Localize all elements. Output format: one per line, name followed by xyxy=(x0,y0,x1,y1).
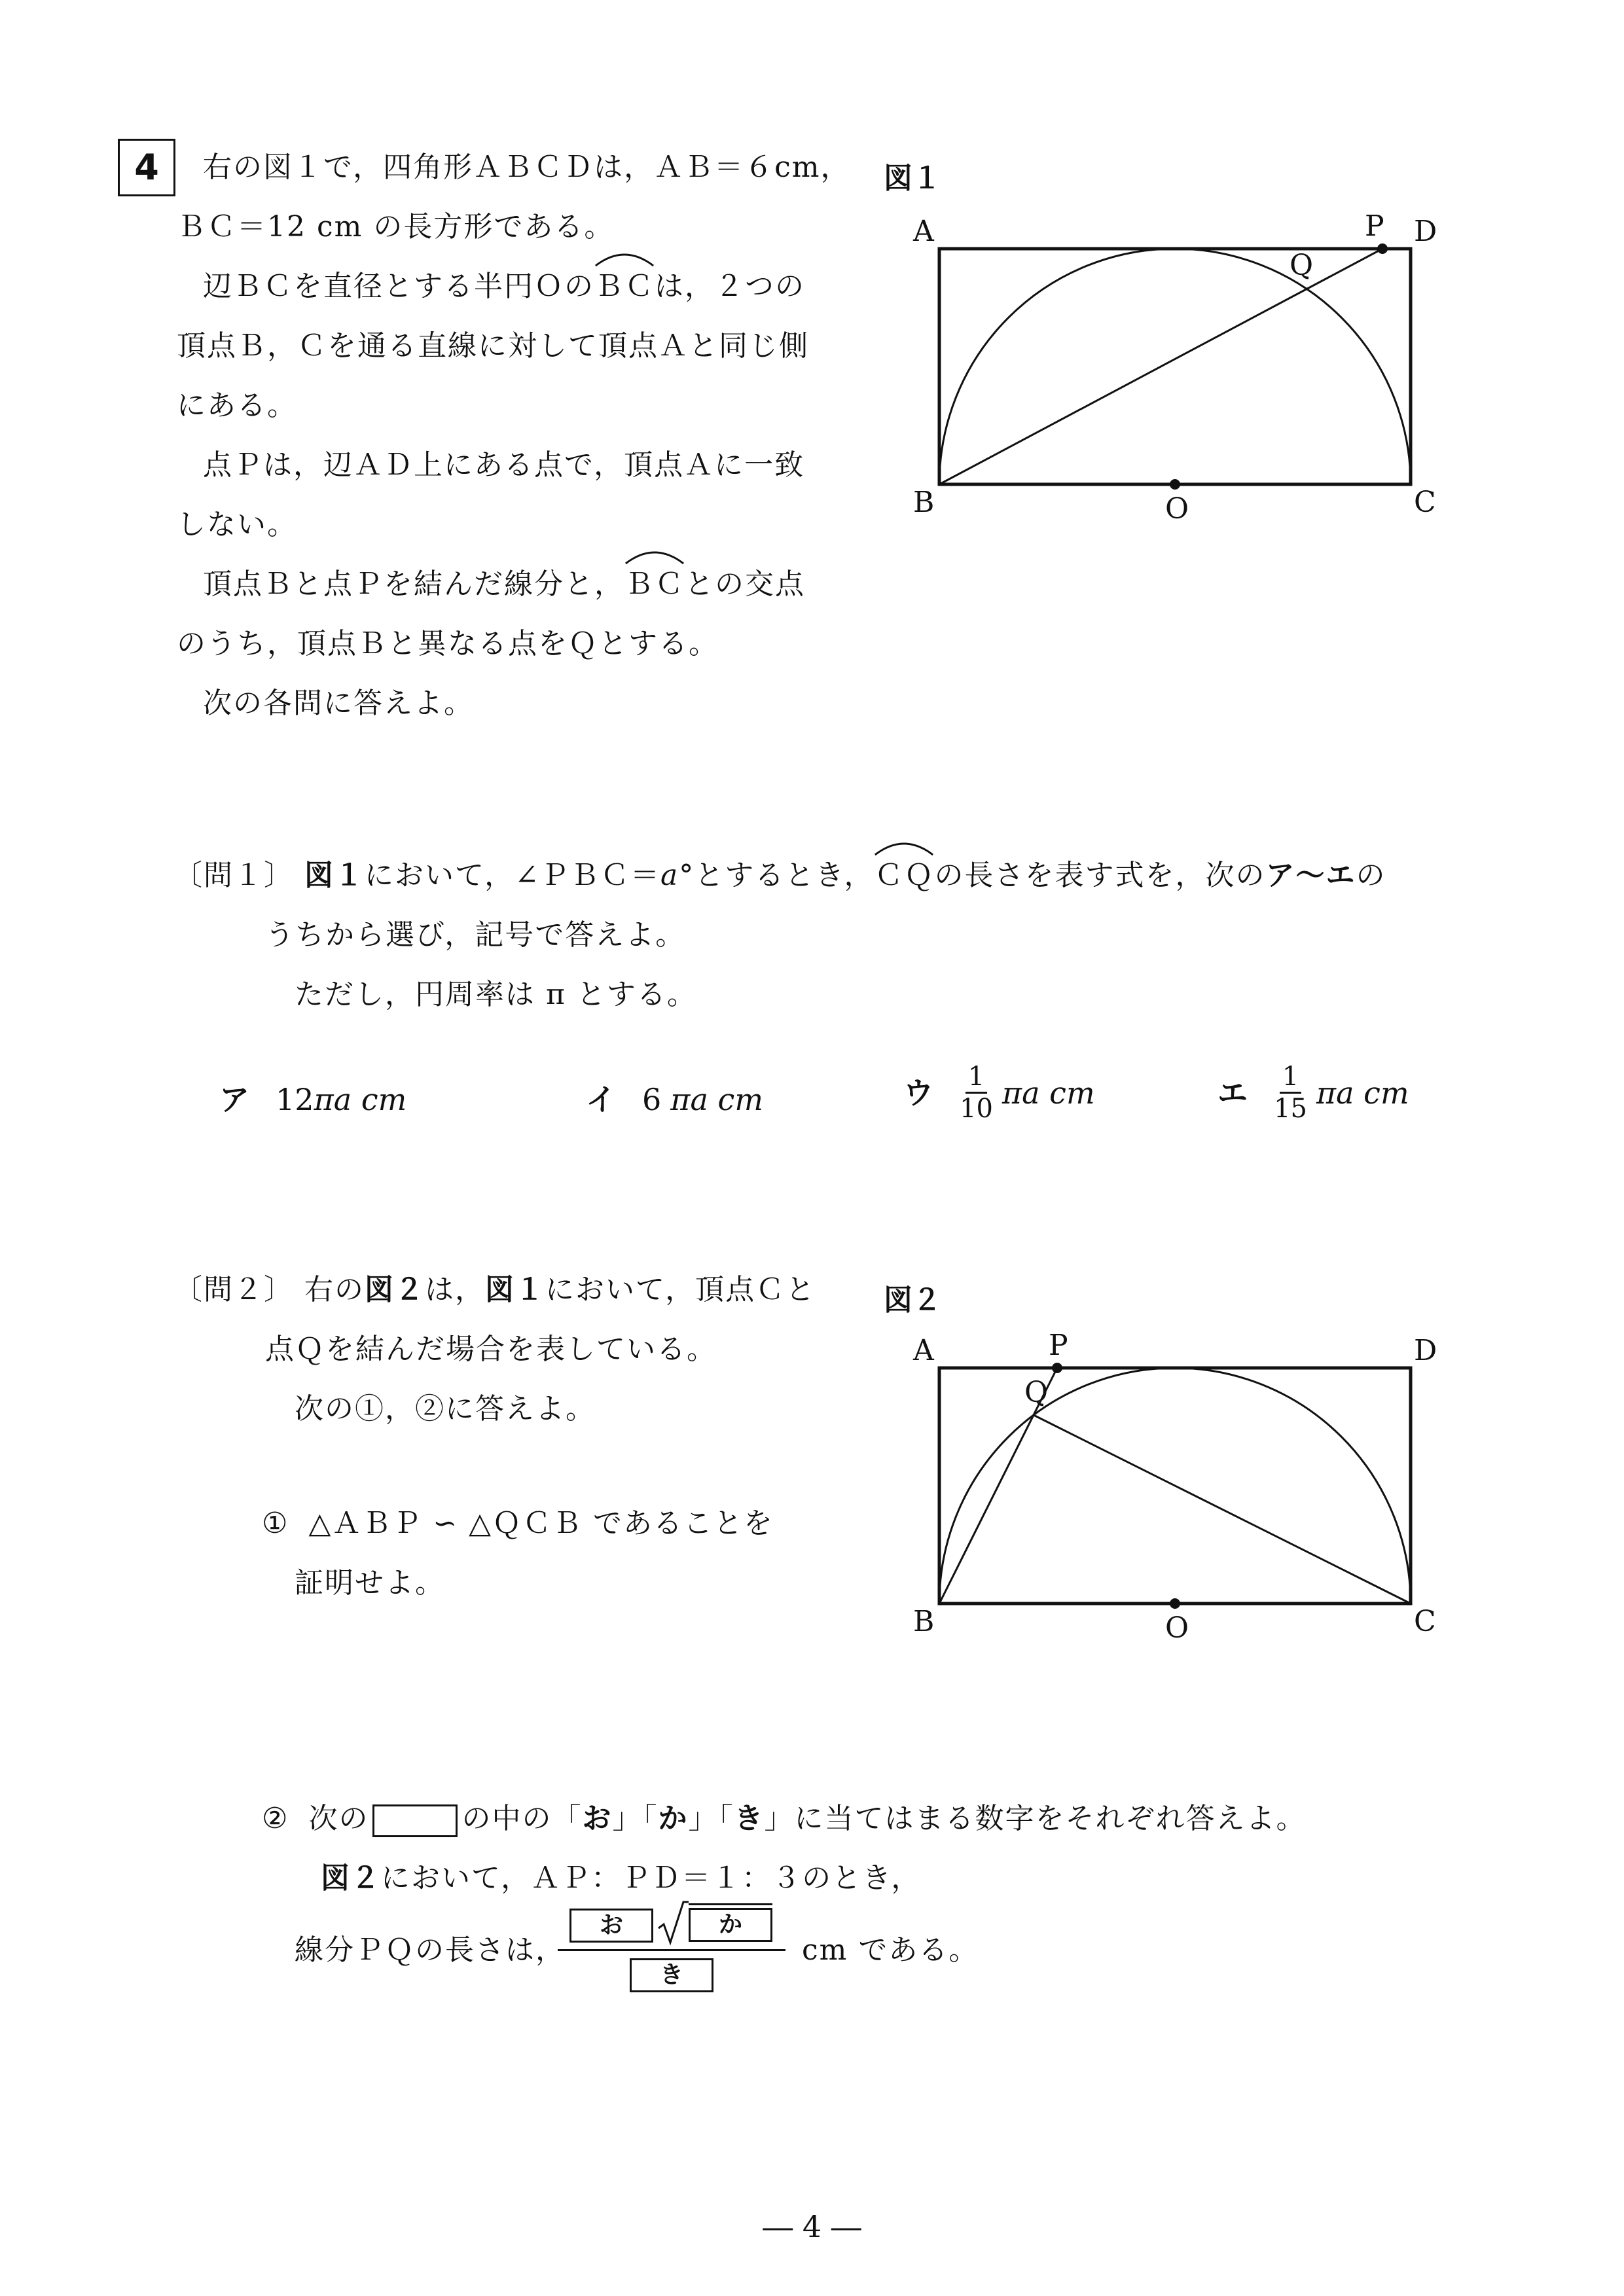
q1-figure-ref: 図１ xyxy=(304,859,365,892)
q1-text-c: の長さを表す式を，次の xyxy=(934,859,1266,892)
label-o: O xyxy=(1165,1611,1189,1645)
answer-numerator xyxy=(569,1905,772,1946)
label-p: P xyxy=(1365,209,1384,243)
label-c: C xyxy=(1414,486,1436,519)
fraction-denominator: 10 xyxy=(960,1094,993,1124)
q2-ref-figure1: 図１ xyxy=(485,1273,545,1306)
q2-line-1 xyxy=(173,1260,816,1319)
choice-fraction xyxy=(960,1062,993,1124)
condition-figure-ref: 図２ xyxy=(321,1861,381,1895)
sub1-text: △ＡＢＰ ∽ △ＱＣＢ であることを xyxy=(308,1507,774,1540)
answer-fraction xyxy=(558,1901,787,2005)
label-o: O xyxy=(1165,492,1189,526)
choice-coef: 6 xyxy=(642,1082,662,1117)
choice-a[interactable] xyxy=(219,1080,406,1119)
answer-denominator xyxy=(630,1958,713,1992)
sub2-number: ② xyxy=(262,1802,289,1835)
sub2-c: 」「 xyxy=(612,1802,659,1835)
arc-bc-label: ＢＣ xyxy=(624,567,685,601)
answer-box-ka[interactable]: か xyxy=(689,1908,772,1942)
q2-line1-c: において，頂点Ｃと xyxy=(545,1273,816,1306)
arc-mark xyxy=(624,545,685,565)
q2-line1-b: は， xyxy=(425,1273,485,1306)
segment-cq xyxy=(1034,1415,1411,1604)
intro-line-6: 点Ｐは，辺ＡＤ上にある点で，頂点Ａに一致 xyxy=(203,448,805,482)
label-b: B xyxy=(913,1605,935,1638)
intro-line-3-after: は，２つの xyxy=(655,270,805,303)
choice-expr: πa cm xyxy=(1001,1075,1095,1111)
rectangle-abcd xyxy=(939,249,1411,484)
label-b: B xyxy=(913,486,935,519)
choice-expr: πa cm xyxy=(1316,1075,1409,1111)
q2-ref-figure2: 図２ xyxy=(365,1273,425,1306)
q1-text-a: において，∠ＰＢＣ＝ xyxy=(365,859,660,892)
q1-var-a: a xyxy=(660,859,679,892)
answer-suffix: cm である。 xyxy=(802,1933,979,1967)
sub2-b: の中の「 xyxy=(461,1802,583,1835)
figure1-label: 図１ xyxy=(884,162,941,195)
choice-key: イ xyxy=(586,1082,616,1117)
answer-box-ki[interactable]: き xyxy=(630,1958,713,1992)
key-ka: か xyxy=(658,1802,689,1835)
choice-key: ウ xyxy=(903,1075,933,1111)
label-d: D xyxy=(1414,215,1437,248)
problem-number: 4 xyxy=(118,139,175,196)
intro-line-9: のうち，頂点Ｂと異なる点をＱとする。 xyxy=(177,627,719,660)
arc-cq-label: ＣＱ xyxy=(874,859,935,892)
label-a: A xyxy=(913,215,934,248)
q2-sub1 xyxy=(262,1494,774,1553)
sub2-d: 」「 xyxy=(688,1802,734,1835)
choice-expr: πa cm xyxy=(314,1082,407,1117)
blank-box xyxy=(372,1804,458,1837)
label-q: Q xyxy=(1290,249,1314,282)
q1-range: ア～エ xyxy=(1265,859,1356,892)
figure1-diagram xyxy=(877,196,1466,537)
choice-expr: πa cm xyxy=(670,1082,763,1117)
q2-sub2 xyxy=(262,1789,1306,1848)
label-q: Q xyxy=(1024,1376,1049,1409)
intro-line-8-after: との交点 xyxy=(685,567,805,601)
choice-key: ア xyxy=(219,1082,249,1117)
label-c: C xyxy=(1414,1605,1436,1638)
page-number: ― 4 ― xyxy=(763,2209,861,2244)
sub2-e: 」に当てはまる数字をそれぞれ答えよ。 xyxy=(764,1802,1307,1835)
arc-bc xyxy=(594,257,655,316)
q2-condition xyxy=(321,1848,921,1908)
intro-line-5: にある。 xyxy=(177,389,297,422)
q1-line-2: うちから選び，記号で答えよ。 xyxy=(265,918,686,952)
q1-tag: 〔問１〕 xyxy=(173,859,294,892)
choice-fraction xyxy=(1274,1062,1307,1124)
fraction-denominator: 15 xyxy=(1274,1094,1307,1124)
label-d: D xyxy=(1414,1334,1437,1367)
sqrt-icon xyxy=(656,1901,689,1946)
intro-line-3 xyxy=(203,257,805,316)
intro-line-4: 頂点Ｂ，Ｃを通る直線に対して頂点Ａと同じ側 xyxy=(177,329,809,363)
intro-line-2: ＢＣ＝12 cm の長方形である。 xyxy=(177,210,615,243)
q1-line-1 xyxy=(173,846,1386,905)
arc-cq xyxy=(874,846,934,905)
label-p: P xyxy=(1049,1329,1068,1362)
point-o-dot xyxy=(1170,1598,1180,1609)
intro-line-7: しない。 xyxy=(177,508,297,541)
label-a: A xyxy=(913,1334,934,1367)
point-p-dot xyxy=(1052,1363,1062,1373)
sqrt-bar xyxy=(689,1903,772,1942)
figure2-diagram xyxy=(877,1316,1466,1656)
intro-line-8 xyxy=(203,554,805,614)
fraction-numerator: 1 xyxy=(1280,1062,1301,1094)
figure2-label: 図２ xyxy=(884,1283,941,1317)
arc-mark xyxy=(874,836,934,856)
intro-line-10: 次の各問に答えよ。 xyxy=(203,687,474,720)
arc-mark xyxy=(594,247,655,267)
choice-e[interactable] xyxy=(1218,1062,1409,1124)
intro-line-1: 右の図１で，四角形ＡＢＣＤは，ＡＢ＝６cm， xyxy=(203,151,851,184)
segment-bp xyxy=(939,249,1382,484)
condition-text: において，ＡＰ：ＰＤ＝１：３のとき， xyxy=(381,1861,922,1895)
key-ki: き xyxy=(734,1802,765,1835)
choice-key: エ xyxy=(1218,1075,1248,1111)
intro-line-8-before: 頂点Ｂと点Ｐを結んだ線分と， xyxy=(203,567,624,601)
arc-bc-label: ＢＣ xyxy=(594,270,655,303)
q2-line1-a: 右の xyxy=(304,1273,365,1306)
answer-box-o[interactable]: お xyxy=(569,1909,653,1943)
q1-text-b: °とするとき， xyxy=(679,859,875,892)
choice-coef: 12 xyxy=(276,1082,314,1117)
semicircle xyxy=(939,249,1411,484)
q1-line-3: ただし，円周率は π とする。 xyxy=(295,978,697,1011)
q2-line-3: 次の①，②に答えよ。 xyxy=(295,1392,596,1426)
q1-text-d: の xyxy=(1356,859,1386,892)
key-o: お xyxy=(582,1802,613,1835)
sub2-a: 次の xyxy=(308,1802,369,1835)
choice-i[interactable] xyxy=(586,1080,763,1119)
answer-prefix: 線分ＰＱの長さは， xyxy=(295,1933,566,1967)
intro-line-3-before: 辺ＢＣを直径とする半円Ｏの xyxy=(203,270,594,303)
sub1-number: ① xyxy=(262,1507,289,1540)
fraction-bar xyxy=(558,1949,785,1951)
fraction-numerator: 1 xyxy=(965,1062,987,1094)
point-p-dot xyxy=(1377,243,1388,254)
point-o-dot xyxy=(1170,479,1180,490)
q2-line-2: 点Ｑを結んだ場合を表している。 xyxy=(265,1333,717,1366)
q2-tag: 〔問２〕 xyxy=(173,1273,294,1306)
arc-bc-2 xyxy=(624,554,685,614)
choice-u[interactable] xyxy=(903,1062,1095,1124)
q2-sub1-line-2: 証明せよ。 xyxy=(295,1566,445,1600)
